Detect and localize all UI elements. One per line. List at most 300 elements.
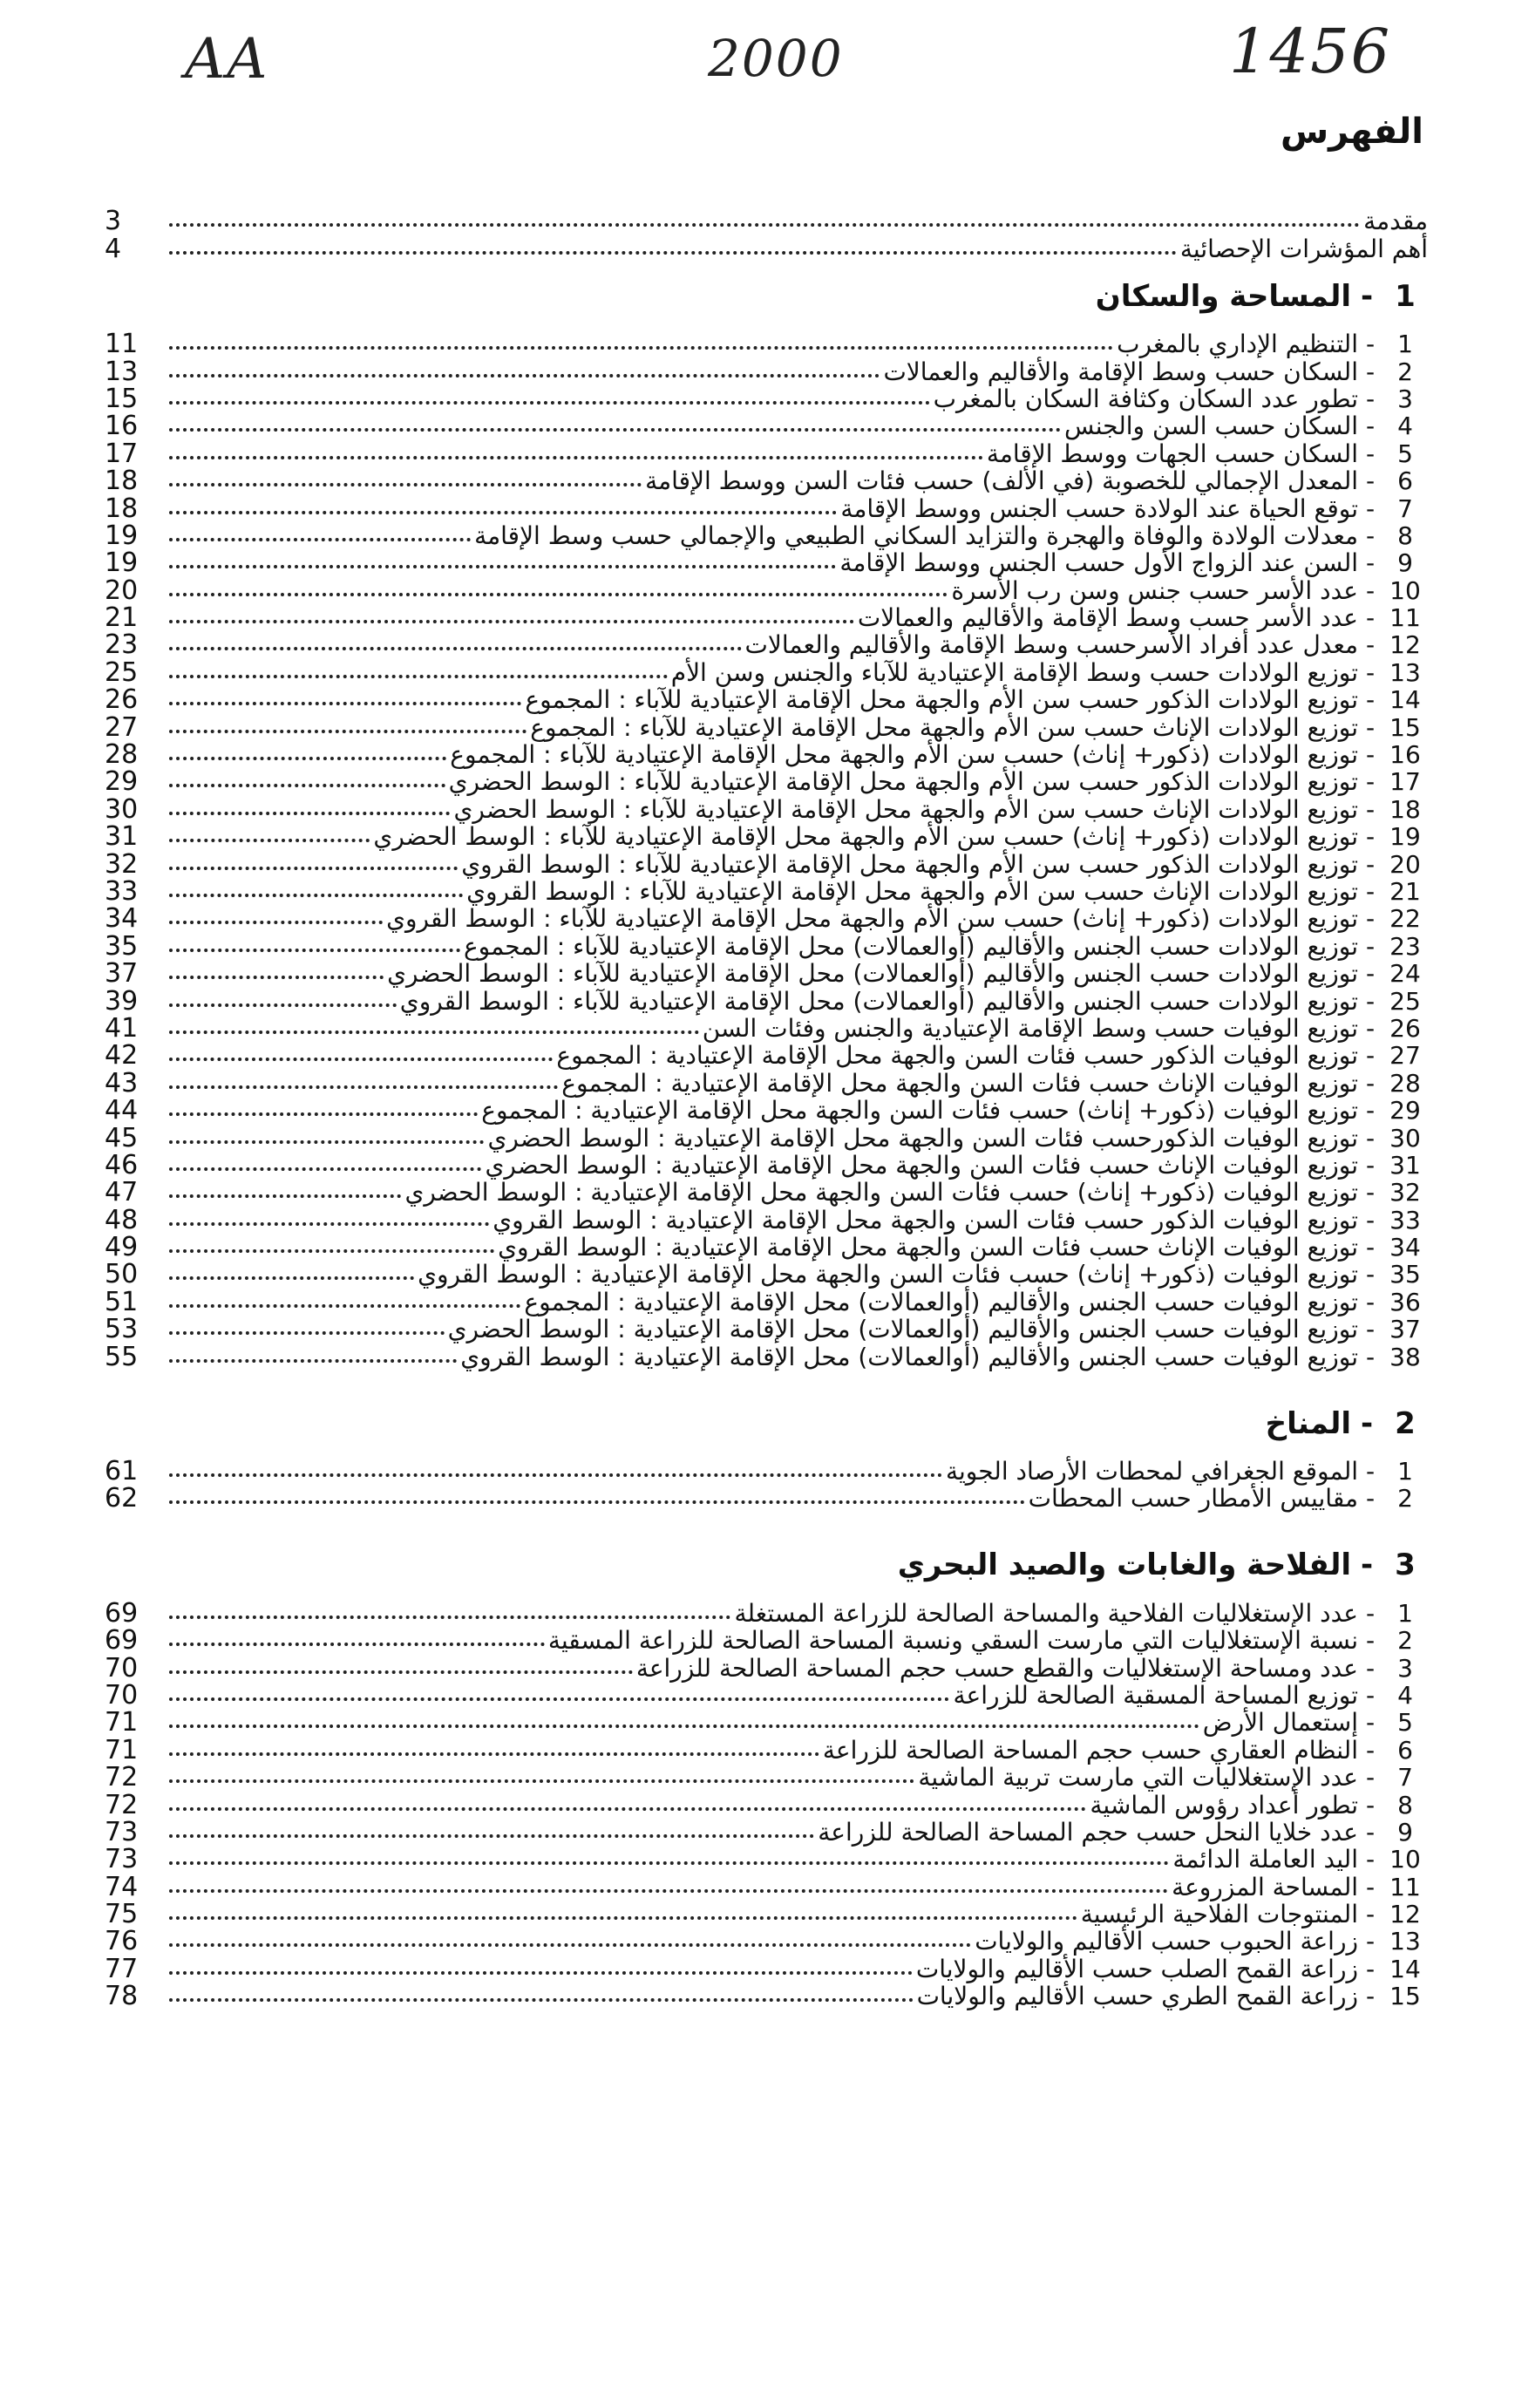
dot-leader [169, 839, 370, 842]
entry-dash: - [1365, 1041, 1376, 1071]
entry-page-number: 20 [105, 575, 139, 606]
entry-number: 6 [1397, 466, 1413, 496]
toc-entry[interactable] [105, 411, 1428, 442]
entry-page-number: 41 [105, 1012, 139, 1044]
entry-dash: - [1365, 1927, 1376, 1956]
entry-label: السن عند الزواج الأول حسب الجنس ووسط الإقامة [839, 548, 1358, 578]
toc-entry[interactable] [105, 207, 1428, 235]
toc-entry[interactable] [105, 466, 1428, 497]
entry-number: 5 [1397, 439, 1413, 468]
entry-label: توزيع الولادات الذكور حسب سن الأم والجهة محل الإقامة الإعتيادية للآباء : الوسط الحضري [448, 767, 1358, 797]
entry-dash: - [1365, 1626, 1376, 1656]
entry-number: 25 [1389, 986, 1421, 1016]
entry-label: توزيع الولادات الإناث حسب سن الأم والجهة محل الإقامة الإعتيادية للآباء : المجموع [530, 712, 1358, 742]
entry-page-number: 49 [105, 1232, 139, 1263]
toc-entry[interactable] [105, 356, 1428, 387]
dot-leader [169, 812, 450, 815]
section-number: 1 [1395, 278, 1416, 314]
toc-entry[interactable] [105, 1458, 1428, 1485]
entry-label: توزيع الوفيات الذكور حسب فئات السن والجهة محل الإقامة الإعتيادية : المجموع [556, 1041, 1358, 1071]
section-number: 2 [1395, 1405, 1416, 1441]
entry-label: تطور أعداد رؤوس الماشية [1090, 1790, 1358, 1820]
dot-leader [169, 1276, 414, 1280]
toc-entry[interactable] [105, 1816, 1428, 1847]
entry-page-number: 61 [105, 1456, 139, 1487]
entry-dash: - [1365, 1598, 1376, 1628]
entry-dash: - [1365, 1845, 1376, 1874]
dot-leader [169, 1697, 949, 1701]
entry-number: 9 [1397, 1817, 1413, 1847]
entry-page-number: 62 [105, 1483, 139, 1514]
entry-dash: - [1365, 1342, 1376, 1371]
dot-leader [169, 1752, 819, 1756]
toc-entry[interactable] [105, 1179, 1428, 1206]
toc-entry[interactable] [105, 1316, 1428, 1343]
dot-leader [169, 1779, 914, 1783]
dot-leader [169, 1167, 481, 1171]
entry-number: 18 [1389, 794, 1421, 824]
entry-label: زراعة القمح الطري حسب الأقاليم والولايات [916, 1982, 1358, 2011]
toc-entry[interactable] [105, 385, 1428, 412]
entry-page-number: 53 [105, 1314, 139, 1345]
entry-label: زراعة الحبوب حسب الأقاليم والولايات [975, 1927, 1358, 1956]
toc-entry[interactable] [105, 903, 1428, 935]
entry-label: توزيع الوفيات حسب وسط الإقامة الإعتيادية والجنس وفئات السن [702, 1013, 1358, 1043]
dot-leader [169, 1194, 401, 1198]
dot-leader [169, 702, 521, 705]
dot-leader [169, 565, 836, 568]
entry-number: 14 [1389, 1954, 1421, 1983]
entry-dash: - [1365, 822, 1376, 852]
entry-number: 23 [1389, 931, 1421, 961]
toc-entry[interactable] [105, 1846, 1428, 1873]
entry-dash: - [1365, 520, 1376, 550]
dot-leader [169, 483, 642, 486]
toc-entry[interactable] [105, 1149, 1428, 1180]
entry-number: 24 [1389, 959, 1421, 989]
entry-label: المعدل الإجمالي للخصوبة (في الألف) حسب فئات السن ووسط الإقامة [645, 466, 1358, 496]
toc-entry[interactable] [105, 1288, 1428, 1315]
section-gap [105, 2010, 1428, 2029]
entry-page-number: 30 [105, 793, 139, 825]
entry-dash: - [1365, 493, 1376, 523]
entry-label: توزيع الولادات الإناث حسب سن الأم والجهة محل الإقامة الإعتيادية للآباء : الوسط القروي [466, 876, 1358, 906]
dot-leader [169, 1085, 558, 1089]
entry-label: توقع الحياة عند الولادة حسب الجنس ووسط الإقامة [840, 493, 1358, 523]
entry-page-number: 70 [105, 1679, 139, 1711]
dot-leader [169, 456, 983, 459]
entry-page-number: 11 [105, 329, 139, 360]
toc-entry[interactable] [105, 575, 1428, 606]
dot-leader [169, 1643, 545, 1646]
entry-dash: - [1365, 1680, 1376, 1710]
entry-dash: - [1365, 876, 1376, 906]
dot-leader [169, 1943, 971, 1947]
toc-entry[interactable] [105, 1124, 1428, 1151]
entry-page-number: 18 [105, 466, 139, 497]
entry-dash: - [1365, 849, 1376, 879]
entry-page-number: 71 [105, 1707, 139, 1738]
toc-title: الفهرس [1280, 112, 1423, 152]
entry-page-number: 77 [105, 1953, 139, 1984]
entry-page-number: 50 [105, 1259, 139, 1290]
entry-page-number: 37 [105, 958, 139, 990]
dot-leader [169, 511, 837, 514]
entry-label: توزيع الوفيات (ذكور+ إناث) حسب فئات السن والجهة محل الإقامة الإعتيادية : المجموع [481, 1096, 1358, 1126]
entry-label: توزيع الوفيات الإناث حسب فئات السن والجهة محل الإقامة الإعتيادية : الوسط الحضري [485, 1150, 1358, 1180]
entry-number: 11 [1389, 603, 1421, 633]
toc-entry[interactable] [105, 1485, 1428, 1512]
dot-leader [169, 401, 930, 405]
entry-dash: - [1365, 1817, 1376, 1847]
entry-dash: - [1365, 1484, 1376, 1514]
dot-leader [169, 346, 1113, 350]
entry-dash: - [1365, 1260, 1376, 1289]
dot-leader [169, 1304, 520, 1308]
entry-label: توزيع الوفيات (ذكور+ إناث) حسب فئات السن والجهة محل الإقامة الإعتيادية : الوسط الحضري [404, 1178, 1358, 1207]
entry-label: توزيع الوفيات الإناث حسب فئات السن والجهة محل الإقامة الإعتيادية : المجموع [561, 1068, 1358, 1098]
entry-label: توزيع الولادات الإناث حسب سن الأم والجهة محل الإقامة الإعتيادية للآباء : الوسط الحضري [453, 794, 1358, 824]
dot-leader [169, 1916, 1077, 1920]
entry-dash: - [1365, 603, 1376, 633]
entry-dash: - [1365, 1287, 1376, 1316]
entry-number: 15 [1389, 1982, 1421, 2011]
entry-dash: - [1365, 1123, 1376, 1153]
entry-page-number: 3 [105, 206, 122, 237]
entry-label: المساحة المزروعة [1172, 1872, 1358, 1901]
section-title: المساحة والسكان [1095, 278, 1351, 314]
toc-entry[interactable] [105, 1873, 1428, 1900]
entry-number: 35 [1389, 1260, 1421, 1289]
entry-number: 17 [1389, 767, 1421, 797]
entry-dash: - [1365, 357, 1376, 386]
toc-entry[interactable] [105, 958, 1428, 990]
entry-number: 7 [1397, 1763, 1413, 1792]
entry-number: 28 [1389, 1068, 1421, 1098]
entry-dash: - [1365, 575, 1376, 605]
entry-number: 36 [1389, 1287, 1421, 1316]
entry-dash: - [1365, 1708, 1376, 1738]
entry-label: توزيع الوفيات حسب الجنس والأقاليم (أوالعمالات) محل الإقامة الإعتيادية : الوسط القروي [460, 1342, 1358, 1371]
dot-leader [169, 976, 384, 979]
entry-page-number: 69 [105, 1625, 139, 1656]
entry-dash: - [1365, 1790, 1376, 1820]
toc-entry[interactable] [105, 1736, 1428, 1763]
entry-label: عدد ومساحة الإستغلاليات والقطع حسب حجم المساحة الصالحة للزراعة [635, 1653, 1358, 1683]
dot-leader [169, 1998, 914, 2002]
entry-page-number: 42 [105, 1040, 139, 1071]
entry-dash: - [1365, 548, 1376, 578]
entry-dash: - [1365, 1653, 1376, 1683]
entry-label: التنظيم الإداري بالمغرب [1117, 330, 1358, 359]
entry-number: 4 [1397, 412, 1413, 441]
entry-label: عدد الأسر حسب وسط الإقامة والأقاليم والعمالات [857, 603, 1358, 633]
entry-number: 3 [1397, 384, 1413, 413]
entry-page-number: 73 [105, 1844, 139, 1875]
entry-dash: - [1365, 1954, 1376, 1983]
entry-page-number: 17 [105, 438, 139, 469]
entry-number: 13 [1389, 1927, 1421, 1956]
entry-number: 2 [1397, 1626, 1413, 1656]
toc-entry[interactable] [105, 1652, 1428, 1684]
entry-number: 32 [1389, 1178, 1421, 1207]
section-title: المناخ [1265, 1405, 1351, 1441]
toc-entry[interactable] [105, 1097, 1428, 1124]
toc-entry[interactable] [105, 848, 1428, 880]
entry-label: توزيع الولادات (ذكور+ إناث) حسب سن الأم والجهة محل الإقامة الإعتيادية للآباء : الوسط الحضري [373, 822, 1358, 852]
toc-entry[interactable] [105, 793, 1428, 825]
entry-page-number: 71 [105, 1734, 139, 1765]
dot-leader [169, 620, 854, 623]
entry-dash: - [1365, 384, 1376, 413]
dot-leader [169, 428, 1061, 432]
toc-entry[interactable] [105, 1627, 1428, 1654]
toc-entry[interactable] [105, 548, 1428, 579]
entry-label: توزيع الولادات حسب الجنس والأقاليم (أوالعمالات) محل الإقامة الإعتيادية للآباء : الوسط الحضري [387, 959, 1358, 989]
entry-page-number: 23 [105, 629, 139, 661]
entry-page-number: 27 [105, 711, 139, 743]
dot-leader [169, 593, 948, 596]
entry-page-number: 26 [105, 684, 139, 716]
dot-leader [169, 1249, 494, 1253]
dot-leader [169, 1807, 1086, 1811]
entry-dash: - [1365, 1763, 1376, 1792]
entry-dash: - [1365, 1982, 1376, 2011]
entry-dash: - [1365, 1457, 1376, 1486]
entry-number: 9 [1397, 548, 1413, 578]
entry-number: 6 [1397, 1735, 1413, 1765]
section-number: 3 [1395, 1548, 1416, 1583]
entry-label: اليد العاملة الدائمة [1172, 1845, 1358, 1874]
toc-entry[interactable] [105, 1709, 1428, 1736]
toc-entry[interactable] [105, 930, 1428, 962]
entry-dash: - [1365, 904, 1376, 934]
entry-number: 30 [1389, 1123, 1421, 1153]
entry-page-number: 74 [105, 1871, 139, 1902]
entry-number: 1 [1397, 1457, 1413, 1486]
toc-entry[interactable] [105, 766, 1428, 798]
toc-entry[interactable] [105, 875, 1428, 907]
entry-label: عدد الأسر حسب جنس وسن رب الأسرة [951, 575, 1358, 605]
toc-entry[interactable] [105, 1764, 1428, 1791]
toc-entry[interactable] [105, 438, 1428, 469]
entry-label: السكان حسب الجهات ووسط الإقامة [986, 439, 1358, 468]
entry-dash: - [1365, 1900, 1376, 1929]
toc-entry[interactable] [105, 1901, 1428, 1928]
entry-label: توزيع المساحة المسقية الصالحة للزراعة [953, 1680, 1358, 1710]
entry-label: تطور عدد السكان وكثافة السكان بالمغرب [933, 384, 1358, 413]
entry-label: مقدمة [1363, 207, 1428, 236]
toc-entry[interactable] [105, 1067, 1428, 1099]
entry-page-number: 44 [105, 1095, 139, 1126]
entry-label: توزيع الوفيات الإناث حسب فئات السن والجهة محل الإقامة الإعتيادية : الوسط القروي [498, 1233, 1358, 1262]
section-heading [105, 1390, 1428, 1458]
toc-entry[interactable] [105, 711, 1428, 743]
entry-page-number: 43 [105, 1067, 139, 1099]
entry-dash: - [1365, 931, 1376, 961]
entry-dash: - [1365, 959, 1376, 989]
entry-label: توزيع الولادات (ذكور+ إناث) حسب سن الأم والجهة محل الإقامة الإعتيادية للآباء : الوسط القروي [386, 904, 1358, 934]
entry-number: 8 [1397, 520, 1413, 550]
entry-dash: - [1365, 1205, 1376, 1235]
entry-label: مقاييس الأمطار حسب المحطات [1028, 1484, 1358, 1514]
entry-number: 4 [1397, 1680, 1413, 1710]
dot-leader [169, 538, 471, 541]
entry-page-number: 69 [105, 1597, 139, 1629]
dot-leader [169, 374, 880, 378]
dot-leader [169, 1112, 478, 1116]
entry-page-number: 75 [105, 1899, 139, 1930]
section-title: الفلاحة والغابات والصيد البحري [897, 1548, 1351, 1583]
entry-page-number: 4 [105, 233, 122, 264]
toc-entry[interactable] [105, 1234, 1428, 1261]
dot-leader [169, 1058, 553, 1061]
dot-leader [169, 1140, 484, 1144]
toc-entry[interactable] [105, 1597, 1428, 1629]
dot-leader [169, 894, 463, 897]
toc-entry[interactable] [105, 821, 1428, 853]
entry-page-number: 16 [105, 411, 139, 442]
dot-leader [169, 1724, 1199, 1728]
entry-number: 16 [1389, 740, 1421, 770]
section-dash: - [1360, 1548, 1374, 1583]
toc-entry[interactable] [105, 656, 1428, 688]
entry-dash: - [1365, 740, 1376, 770]
entry-page-number: 32 [105, 848, 139, 880]
toc-entry[interactable] [105, 522, 1428, 549]
section-heading [105, 1531, 1428, 1599]
entry-number: 14 [1389, 685, 1421, 715]
entry-dash: - [1365, 986, 1376, 1016]
entry-number: 13 [1389, 657, 1421, 687]
entry-dash: - [1365, 1735, 1376, 1765]
entry-dash: - [1365, 1068, 1376, 1098]
entry-page-number: 18 [105, 493, 139, 524]
entry-label: معدل عدد أفراد الأسرحسب وسط الإقامة والأقاليم والعمالات [744, 630, 1358, 660]
entry-label: توزيع الوفيات (ذكور+ إناث) حسب فئات السن والجهة محل الإقامة الإعتيادية : الوسط القروي [418, 1260, 1358, 1289]
dot-leader [169, 784, 445, 787]
toc-entry[interactable] [105, 1955, 1428, 1982]
toc-entry[interactable] [105, 684, 1428, 716]
entry-label: أهم المؤشرات الإحصائية [1179, 234, 1428, 263]
entry-page-number: 39 [105, 985, 139, 1017]
entry-number: 5 [1397, 1708, 1413, 1738]
entry-number: 2 [1397, 1484, 1413, 1514]
toc-entry[interactable] [105, 493, 1428, 524]
entry-dash: - [1365, 412, 1376, 441]
entry-number: 21 [1389, 876, 1421, 906]
entry-label: نسبة الإستغلاليات التي مارست السقي ونسبة المساحة الصالحة للزراعة المسقية [547, 1626, 1358, 1656]
toc-entry[interactable] [105, 629, 1428, 661]
entry-number: 19 [1389, 822, 1421, 852]
entry-number: 37 [1389, 1315, 1421, 1344]
entry-dash: - [1365, 1096, 1376, 1126]
entry-page-number: 21 [105, 602, 139, 634]
entry-number: 11 [1389, 1872, 1421, 1901]
entry-page-number: 29 [105, 766, 139, 798]
dot-leader [169, 1473, 942, 1477]
entry-label: السكان حسب وسط الإقامة والأقاليم والعمالات [883, 357, 1358, 386]
handwritten-mark-right: 1456 [1229, 16, 1392, 87]
entry-page-number: 48 [105, 1204, 139, 1235]
entry-label: المنتوجات الفلاحية الرئيسية [1080, 1900, 1358, 1929]
toc-entry[interactable] [105, 739, 1428, 771]
dot-leader [169, 1222, 489, 1226]
entry-page-number: 73 [105, 1816, 139, 1847]
entry-page-number: 31 [105, 821, 139, 853]
entry-dash: - [1365, 685, 1376, 715]
handwritten-mark-left: AA [185, 27, 269, 92]
dot-leader [169, 647, 742, 650]
toc-entry[interactable] [105, 1928, 1428, 1955]
toc-entry[interactable] [105, 602, 1428, 634]
entry-page-number: 55 [105, 1341, 139, 1372]
dot-leader [169, 1031, 699, 1034]
entry-dash: - [1365, 794, 1376, 824]
entry-label: توزيع الولادات (ذكور+ إناث) حسب سن الأم والجهة محل الإقامة الإعتيادية للآباء : المجموع [450, 740, 1358, 770]
entry-page-number: 72 [105, 1762, 139, 1793]
entry-number: 8 [1397, 1790, 1413, 1820]
toc-entry[interactable] [105, 1679, 1428, 1711]
entry-page-number: 35 [105, 930, 139, 962]
toc-entry[interactable] [105, 329, 1428, 360]
toc-entry[interactable] [105, 1791, 1428, 1818]
entry-number: 2 [1397, 357, 1413, 386]
toc-entry[interactable] [105, 1206, 1428, 1233]
dot-leader [169, 730, 527, 733]
toc-entry[interactable] [105, 235, 1428, 262]
entry-dash: - [1365, 1233, 1376, 1262]
entry-number: 26 [1389, 1013, 1421, 1043]
toc-entry[interactable] [105, 1343, 1428, 1370]
entry-label: توزيع الوفيات حسب الجنس والأقاليم (أوالعمالات) محل الإقامة الإعتيادية : المجموع [524, 1287, 1358, 1316]
dot-leader [169, 251, 1177, 255]
entry-label: توزيع الوفيات الذكورحسب فئات السن والجهة محل الإقامة الإعتيادية : الوسط الحضري [487, 1123, 1358, 1153]
section-gap [105, 1371, 1428, 1390]
entry-page-number: 19 [105, 548, 139, 579]
entry-number: 38 [1389, 1342, 1421, 1371]
entry-dash: - [1365, 1150, 1376, 1180]
entry-page-number: 78 [105, 1981, 139, 2012]
section-dash: - [1360, 1405, 1374, 1441]
entry-page-number: 51 [105, 1286, 139, 1317]
section-heading [105, 262, 1428, 330]
entry-dash: - [1365, 767, 1376, 797]
toc-entry[interactable] [105, 1012, 1428, 1044]
dot-leader [169, 1971, 913, 1975]
toc-entry[interactable] [105, 1042, 1428, 1069]
dot-leader [169, 1861, 1169, 1865]
entry-page-number: 25 [105, 656, 139, 688]
dot-leader [169, 1670, 633, 1674]
entry-label: توزيع الولادات حسب الجنس والأقاليم (أوالعمالات) محل الإقامة الإعتيادية للآباء : الوسط القروي [399, 986, 1358, 1016]
entry-page-number: 28 [105, 739, 139, 771]
section-gap [105, 1512, 1428, 1531]
entry-page-number: 33 [105, 875, 139, 907]
intro-list [105, 207, 1428, 262]
toc-entry[interactable] [105, 985, 1428, 1017]
entry-label: الموقع الجغرافي لمحطات الأرصاد الجوية [945, 1457, 1358, 1486]
toc-entry[interactable] [105, 1261, 1428, 1288]
entry-page-number: 34 [105, 903, 139, 935]
entry-label: عدد الإستغلاليات الفلاحية والمساحة الصالحة للزراعة المستغلة [734, 1598, 1358, 1628]
toc-entry[interactable] [105, 1983, 1428, 2010]
handwritten-mark-middle: 2000 [708, 29, 844, 88]
dot-leader [169, 757, 446, 760]
entry-page-number: 45 [105, 1122, 139, 1153]
entry-label: معدلات الولادة والوفاة والهجرة والتزايد السكاني الطبيعي والإجمالي حسب وسط الإقامة [474, 520, 1358, 550]
entry-label: توزيع الولادات الذكور حسب سن الأم والجهة محل الإقامة الإعتيادية للآباء : المجموع [525, 685, 1358, 715]
